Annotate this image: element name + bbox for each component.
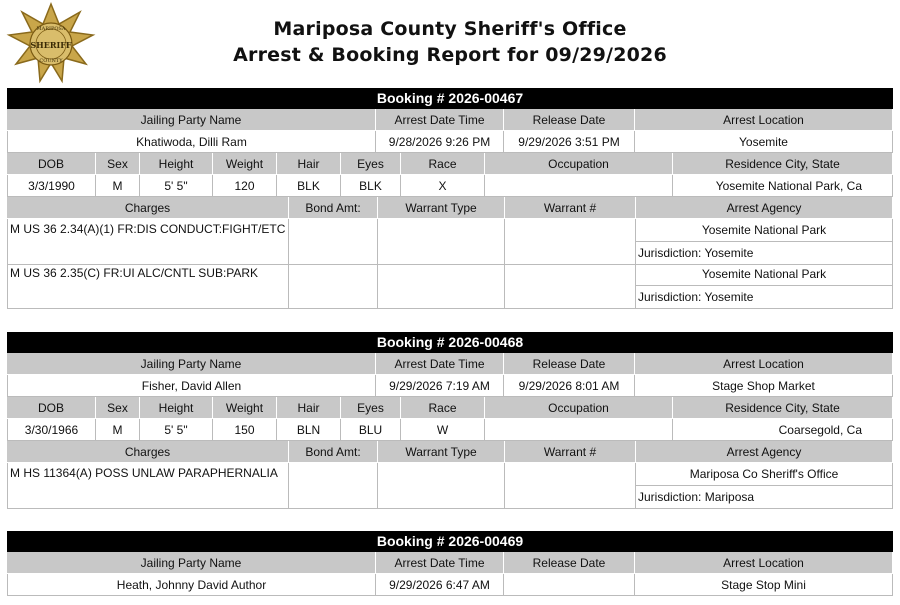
col-arrest-agency: Arrest Agency: [636, 441, 893, 463]
charges-header: [7, 441, 893, 463]
person-details-header: [7, 397, 893, 419]
release-date: 9/29/2026 8:01 AM: [504, 375, 635, 397]
col-occupation: Occupation: [485, 153, 673, 175]
hair: BLK: [277, 175, 341, 197]
booking-number: Booking # 2026-00467: [7, 88, 893, 109]
report-title: Arrest & Booking Report for 09/29/2026: [233, 44, 667, 66]
col-race: Race: [401, 397, 485, 419]
col-release-date: Release Date: [504, 552, 635, 574]
sex: M: [96, 419, 140, 441]
race: X: [401, 175, 485, 197]
col-arrest-date-time: Arrest Date Time: [376, 109, 504, 131]
col-residence: Residence City, State: [673, 397, 893, 419]
booking-summary-row: [7, 131, 893, 153]
svg-text:COUNTY: COUNTY: [39, 58, 63, 64]
col-release-date: Release Date: [504, 353, 635, 375]
charges-header: [7, 197, 893, 219]
arrest-agency: Yosemite National Park: [636, 219, 892, 242]
col-weight: Weight: [213, 153, 277, 175]
col-arrest-agency: Arrest Agency: [636, 197, 893, 219]
bond-amt: [289, 263, 378, 309]
col-arrest-location: Arrest Location: [635, 109, 893, 131]
warrant-no: [505, 219, 636, 265]
report-header: [0, 0, 900, 85]
height: 5' 5": [140, 175, 213, 197]
col-weight: Weight: [213, 397, 277, 419]
arrest-agency: Yosemite National Park: [636, 263, 892, 286]
col-arrest-date-time: Arrest Date Time: [376, 552, 504, 574]
booking-summary-header: [7, 109, 893, 131]
warrant-type: [378, 463, 505, 509]
person-details-row: [7, 419, 893, 441]
bond-amt: [289, 219, 378, 265]
col-jailing-party-name: Jailing Party Name: [7, 552, 376, 574]
col-arrest-location: Arrest Location: [635, 552, 893, 574]
jurisdiction: Jurisdiction: Yosemite: [638, 290, 754, 304]
charge-row: [7, 263, 893, 307]
col-arrest-date-time: Arrest Date Time: [376, 353, 504, 375]
jailing-party-name: Fisher, David Allen: [7, 375, 376, 397]
col-race: Race: [401, 153, 485, 175]
residence: Coarsegold, Ca: [673, 419, 893, 441]
person-details-row: [7, 175, 893, 197]
warrant-type: [378, 219, 505, 265]
col-arrest-location: Arrest Location: [635, 353, 893, 375]
arrest-location: Yosemite: [635, 131, 893, 153]
agency-cell: [636, 219, 893, 265]
release-date: 9/29/2026 3:51 PM: [504, 131, 635, 153]
weight: 120: [213, 175, 277, 197]
col-release-date: Release Date: [504, 109, 635, 131]
sex: M: [96, 175, 140, 197]
col-dob: DOB: [7, 397, 96, 419]
booking-summary-header: [7, 552, 893, 574]
col-hair: Hair: [277, 397, 341, 419]
col-charges: Charges: [7, 197, 289, 219]
booking-summary-row: [7, 375, 893, 397]
warrant-no: [505, 263, 636, 309]
col-warrant-no: Warrant #: [505, 197, 636, 219]
col-sex: Sex: [96, 397, 140, 419]
arrest-location: Stage Stop Mini: [635, 574, 893, 596]
race: W: [401, 419, 485, 441]
dob: 3/3/1990: [7, 175, 96, 197]
col-warrant-type: Warrant Type: [378, 441, 505, 463]
col-dob: DOB: [7, 153, 96, 175]
eyes: BLK: [341, 175, 401, 197]
office-title: Mariposa County Sheriff's Office: [273, 18, 627, 40]
occupation: [485, 175, 673, 197]
height: 5' 5": [140, 419, 213, 441]
bond-amt: [289, 463, 378, 509]
col-bond-amt: Bond Amt:: [289, 197, 378, 219]
col-charges: Charges: [7, 441, 289, 463]
person-details-header: [7, 153, 893, 175]
col-warrant-type: Warrant Type: [378, 197, 505, 219]
col-jailing-party-name: Jailing Party Name: [7, 109, 376, 131]
arrest-date-time: 9/29/2026 7:19 AM: [376, 375, 504, 397]
jailing-party-name: Heath, Johnny David Author: [7, 574, 376, 596]
arrest-date-time: 9/28/2026 9:26 PM: [376, 131, 504, 153]
col-sex: Sex: [96, 153, 140, 175]
arrest-agency: Mariposa Co Sheriff's Office: [636, 463, 892, 486]
col-bond-amt: Bond Amt:: [289, 441, 378, 463]
eyes: BLU: [341, 419, 401, 441]
dob: 3/30/1966: [7, 419, 96, 441]
release-date: [504, 574, 635, 596]
residence: Yosemite National Park, Ca: [673, 175, 893, 197]
agency-cell: [636, 263, 893, 309]
jailing-party-name: Khatiwoda, Dilli Ram: [7, 131, 376, 153]
charge-row: [7, 219, 893, 263]
booking-card: [7, 332, 893, 507]
col-residence: Residence City, State: [673, 153, 893, 175]
booking-card: [7, 531, 893, 596]
col-occupation: Occupation: [485, 397, 673, 419]
hair: BLN: [277, 419, 341, 441]
svg-text:SHERIFF: SHERIFF: [30, 40, 72, 50]
booking-number: Booking # 2026-00469: [7, 531, 893, 552]
sheriff-star-badge-icon: [6, 2, 96, 84]
warrant-no: [505, 463, 636, 509]
charge-text: M US 36 2.35(C) FR:UI ALC/CNTL SUB:PARK: [7, 263, 289, 309]
booking-summary-header: [7, 353, 893, 375]
warrant-type: [378, 263, 505, 309]
col-height: Height: [140, 153, 213, 175]
arrest-date-time: 9/29/2026 6:47 AM: [376, 574, 504, 596]
arrest-location: Stage Shop Market: [635, 375, 893, 397]
charge-row: [7, 463, 893, 507]
weight: 150: [213, 419, 277, 441]
booking-card: [7, 88, 893, 307]
booking-summary-row: [7, 574, 893, 596]
col-warrant-no: Warrant #: [505, 441, 636, 463]
col-hair: Hair: [277, 153, 341, 175]
booking-number: Booking # 2026-00468: [7, 332, 893, 353]
col-eyes: Eyes: [341, 397, 401, 419]
agency-cell: [636, 463, 893, 509]
occupation: [485, 419, 673, 441]
jurisdiction: Jurisdiction: Yosemite: [638, 246, 754, 260]
jurisdiction: Jurisdiction: Mariposa: [638, 490, 755, 504]
charge-text: M US 36 2.34(A)(1) FR:DIS CONDUCT:FIGHT/ETC: [7, 219, 289, 265]
col-jailing-party-name: Jailing Party Name: [7, 353, 376, 375]
svg-text:MARIPOSA: MARIPOSA: [36, 26, 66, 32]
col-eyes: Eyes: [341, 153, 401, 175]
charge-text: M HS 11364(A) POSS UNLAW PARAPHERNALIA: [7, 463, 289, 509]
col-height: Height: [140, 397, 213, 419]
